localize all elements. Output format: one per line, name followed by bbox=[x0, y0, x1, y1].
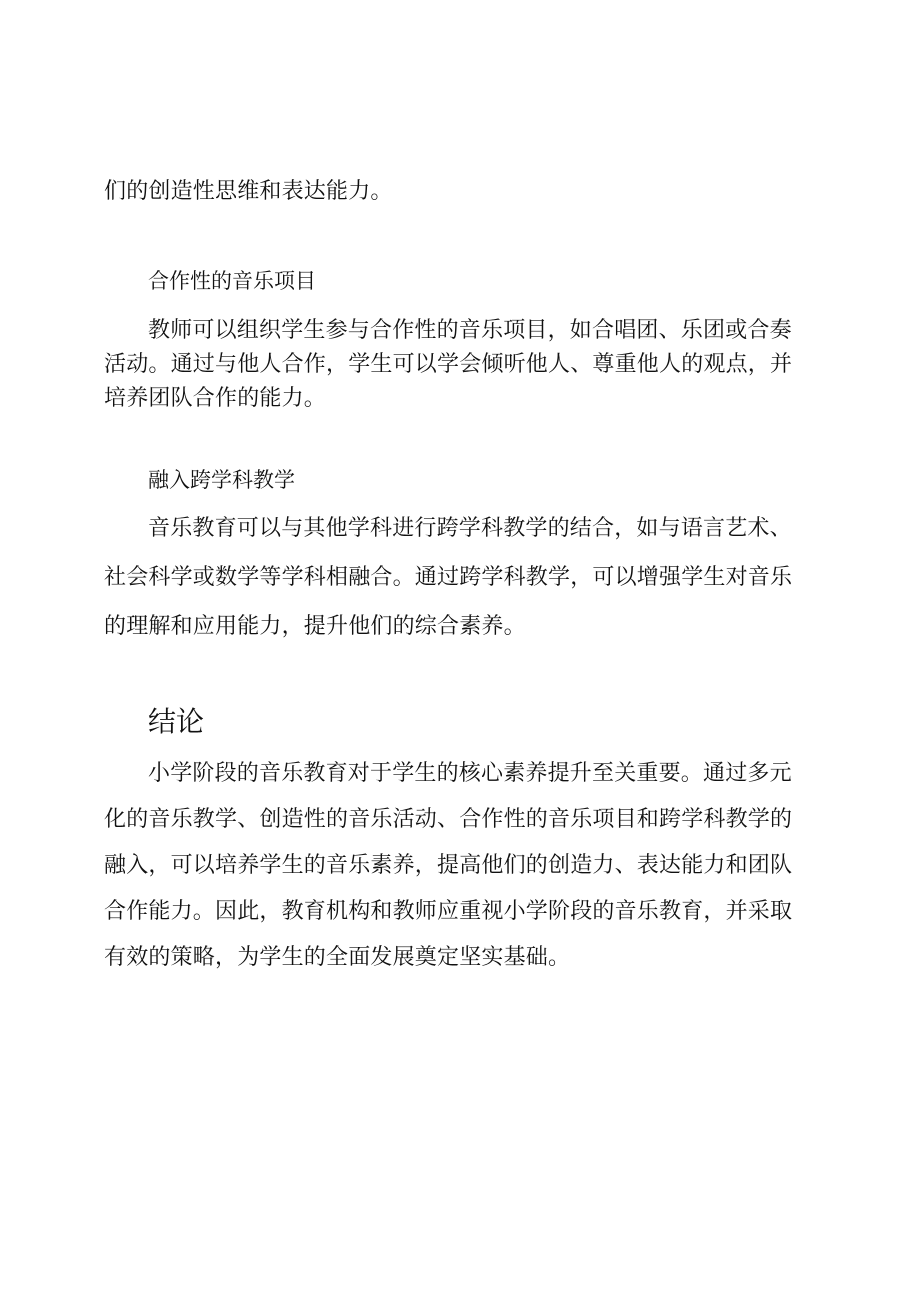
paragraph-line: 有效的策略，为学生的全面发展奠定坚实基础。 bbox=[104, 945, 571, 970]
paragraph-line: 融入，可以培养学生的音乐素养，提高他们的创造力、表达能力和团队 bbox=[104, 853, 793, 878]
paragraph-line: 的理解和应用能力，提升他们的综合素养。 bbox=[104, 614, 526, 639]
paragraph-line: 化的音乐教学、创造性的音乐活动、合作性的音乐项目和跨学科教学的 bbox=[104, 807, 793, 832]
paragraph-line: 小学阶段的音乐教育对于学生的核心素养提升至关重要。通过多元 bbox=[148, 761, 792, 786]
continuation-paragraph bbox=[104, 175, 818, 209]
paragraph-line: 合作能力。因此，教育机构和教师应重视小学阶段的音乐教育，并采取 bbox=[104, 899, 793, 924]
paragraph-line: 教师可以组织学生参与合作性的音乐项目，如合唱团、乐团或合奏 bbox=[148, 318, 792, 343]
paragraph-line: 培养团队合作的能力。 bbox=[104, 386, 327, 411]
conclusion-heading: 结论 bbox=[148, 705, 205, 738]
paragraph-line: 社会科学或数学等学科相融合。通过跨学科教学，可以增强学生对音乐 bbox=[104, 565, 793, 590]
section-heading-interdisciplinary: 融入跨学科教学 bbox=[148, 468, 295, 492]
cooperative-paragraph bbox=[104, 314, 818, 416]
paragraph-line: 音乐教育可以与其他学科进行跨学科教学的结合，如与语言艺术、 bbox=[148, 516, 792, 541]
paragraph-line: 活动。通过与他人合作，学生可以学会倾听他人、尊重他人的观点，并 bbox=[104, 352, 793, 377]
interdisciplinary-paragraph bbox=[104, 512, 818, 644]
conclusion-paragraph bbox=[104, 757, 818, 975]
section-heading-cooperative: 合作性的音乐项目 bbox=[148, 269, 316, 293]
paragraph-line: 们的创造性思维和表达能力。 bbox=[104, 179, 393, 204]
